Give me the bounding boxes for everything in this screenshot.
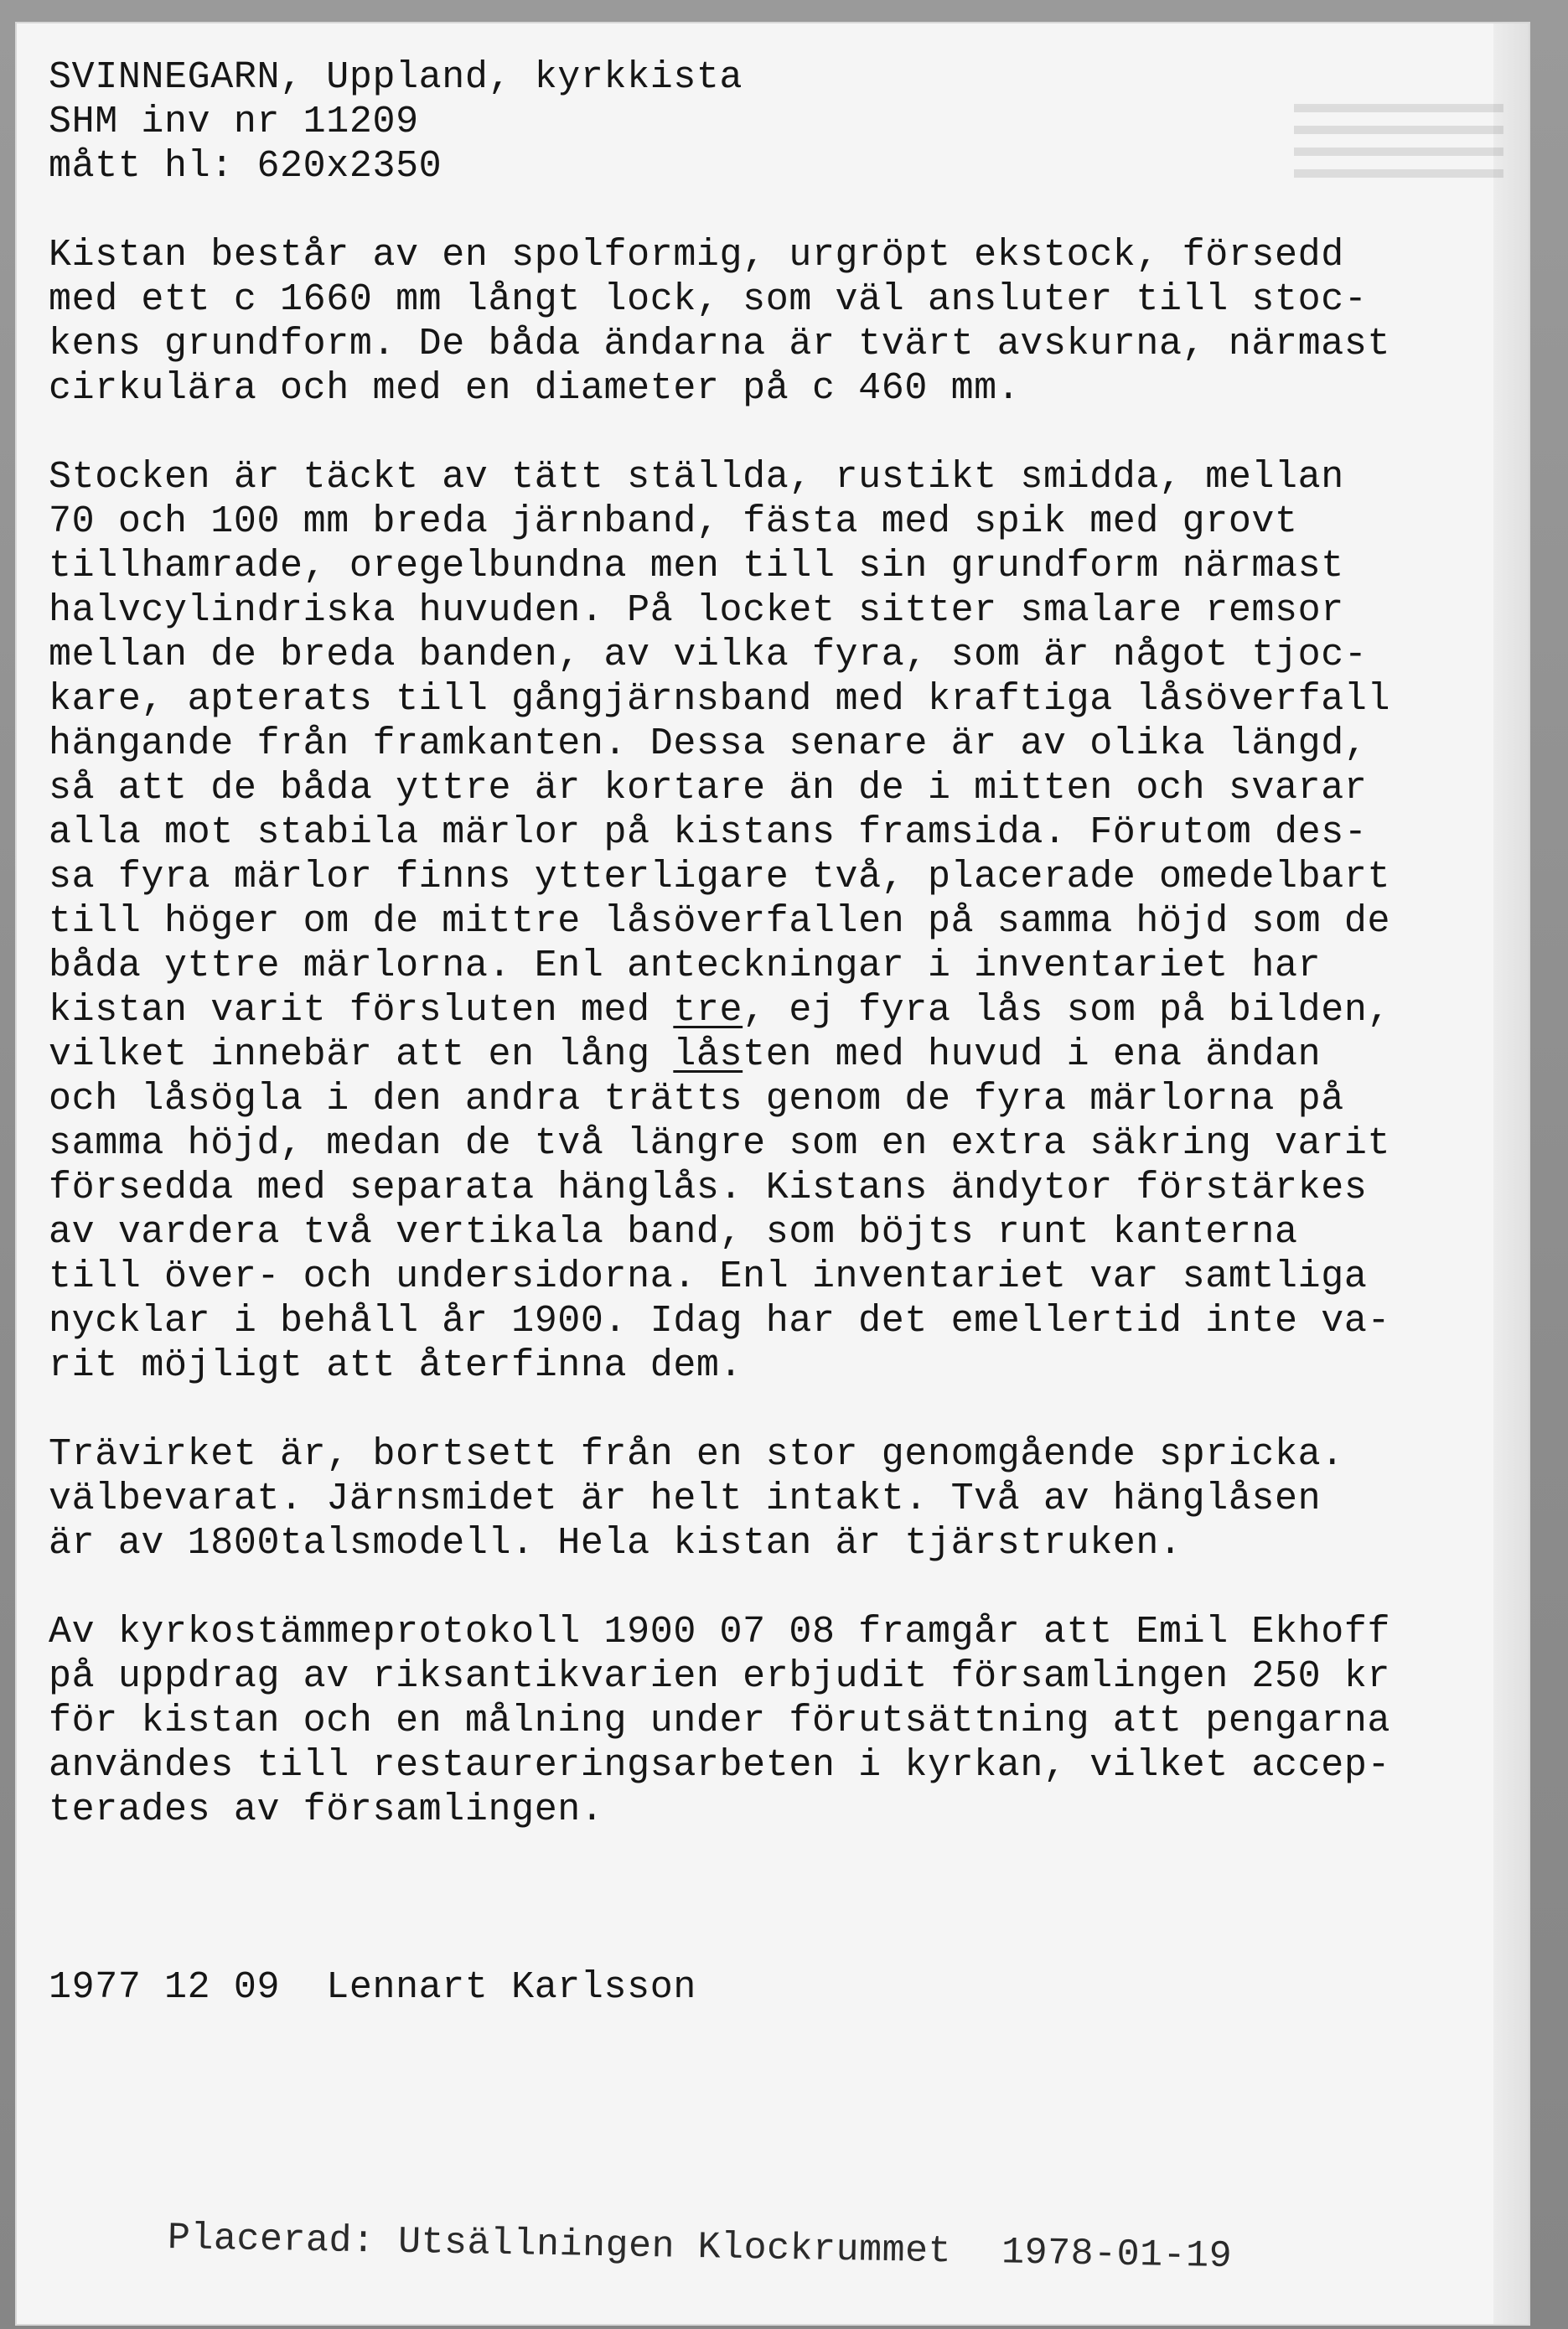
text-line: Stocken är täckt av tätt ställda, rustikt smidda, mellan: [49, 456, 1344, 499]
text-line: är av 1800talsmodell. Hela kistan är tjärstruken.: [49, 1522, 1182, 1565]
text-segment: vilket innebär att en lång: [49, 1033, 674, 1076]
text-line: välbevarat. Järnsmidet är helt intakt. Två av hänglåsen: [49, 1478, 1322, 1520]
text-line: användes till restaureringsarbeten i kyrkan, vilket accep-: [49, 1744, 1391, 1787]
text-line: med ett c 1660 mm långt lock, som väl ansluter till stoc-: [49, 278, 1368, 321]
text-line: kare, apterats till gångjärnsband med kraftiga låsöverfall: [49, 678, 1391, 721]
index-card: [17, 23, 1529, 2324]
text-line: så att de båda yttre är kortare än de i mitten och svarar: [49, 767, 1368, 810]
text-line: försedda med separata hänglås. Kistans ändytor förstärkes: [49, 1167, 1368, 1209]
text-line: Av kyrkostämmeprotokoll 1900 07 08 framgår att Emil Ekhoff: [49, 1611, 1391, 1654]
header-title: SVINNEGARN, Uppland, kyrkkista: [49, 56, 743, 99]
text-line: halvcylindriska huvuden. På locket sitter smalare remsor: [49, 589, 1344, 632]
text-line: på uppdrag av riksantikvarien erbjudit församlingen 250 kr: [49, 1655, 1391, 1698]
text-line: av vardera två vertikala band, som böjts runt kanterna: [49, 1211, 1298, 1254]
header-measurements: mått hl: 620x2350: [49, 145, 442, 188]
signature-author: Lennart Karlsson: [326, 1966, 696, 2009]
signature-line: [49, 1965, 1540, 2010]
text-segment: ten med huvud i ena ändan: [743, 1033, 1322, 1076]
underlined-word: lås: [673, 1033, 743, 1076]
text-line: rit möjligt att återfinna dem.: [49, 1344, 743, 1387]
text-line: kens grundform. De båda ändarna är tvärt avskurna, närmast: [49, 323, 1391, 365]
text-line: båda yttre märlorna. Enl anteckningar i inventariet har: [49, 945, 1322, 987]
paragraph-condition: [49, 1432, 1540, 1566]
text-line: och låsögla i den andra trätts genom de fyra märlorna på: [49, 1078, 1344, 1121]
text-line: cirkulära och med en diameter på c 460 mm.: [49, 367, 1021, 410]
text-line: samma höjd, medan de två längre som en extra säkring varit: [49, 1122, 1391, 1165]
text-segment: , ej fyra lås som på bilden,: [743, 989, 1391, 1032]
text-line: [49, 1033, 1540, 1077]
paragraph-ironwork: [49, 455, 1540, 1388]
text-line: till höger om de mittre låsöverfallen på samma höjd som de: [49, 900, 1391, 943]
underlined-word: tre: [673, 989, 743, 1032]
placement-date: 1978-01-19: [1001, 2231, 1233, 2279]
text-line: [49, 988, 1540, 1033]
text-line: alla mot stabila märlor på kistans framsida. Förutom des-: [49, 811, 1368, 854]
text-line: Trävirket är, bortsett från en stor genomgående spricka.: [49, 1433, 1344, 1476]
text-line: nycklar i behåll år 1900. Idag har det emellertid inte va-: [49, 1300, 1391, 1343]
text-line: Kistan består av en spolformig, urgröpt ekstock, försedd: [49, 234, 1344, 277]
text-line: sa fyra märlor finns ytterligare två, placerade omedelbart: [49, 856, 1391, 898]
text-line: mellan de breda banden, av vilka fyra, som är något tjoc-: [49, 634, 1368, 676]
text-line: till över- och undersidorna. Enl inventariet var samtliga: [49, 1255, 1368, 1298]
text-line: tillhamrade, oregelbundna men till sin grundform närmast: [49, 545, 1344, 587]
text-line: terades av församlingen.: [49, 1788, 604, 1831]
placement-label: Placerad:: [167, 2217, 375, 2264]
paragraph-description: [49, 233, 1540, 411]
text-line: 70 och 100 mm breda järnband, fästa med spik med grovt: [49, 500, 1298, 543]
text-line: för kistan och en målning under förutsättning att pengarna: [49, 1700, 1391, 1742]
text-segment: kistan varit försluten med: [49, 989, 674, 1032]
card-text: [49, 55, 1540, 2010]
text-line: hängande från framkanten. Dessa senare är av olika längd,: [49, 722, 1368, 765]
header-inventory-number: SHM inv nr 11209: [49, 101, 419, 143]
signature-date: 1977 12 09: [49, 1966, 281, 2009]
paragraph-history: [49, 1610, 1540, 1832]
placement-location: Utsällningen Klockrummet: [397, 2220, 952, 2274]
card-header: [49, 55, 1540, 189]
